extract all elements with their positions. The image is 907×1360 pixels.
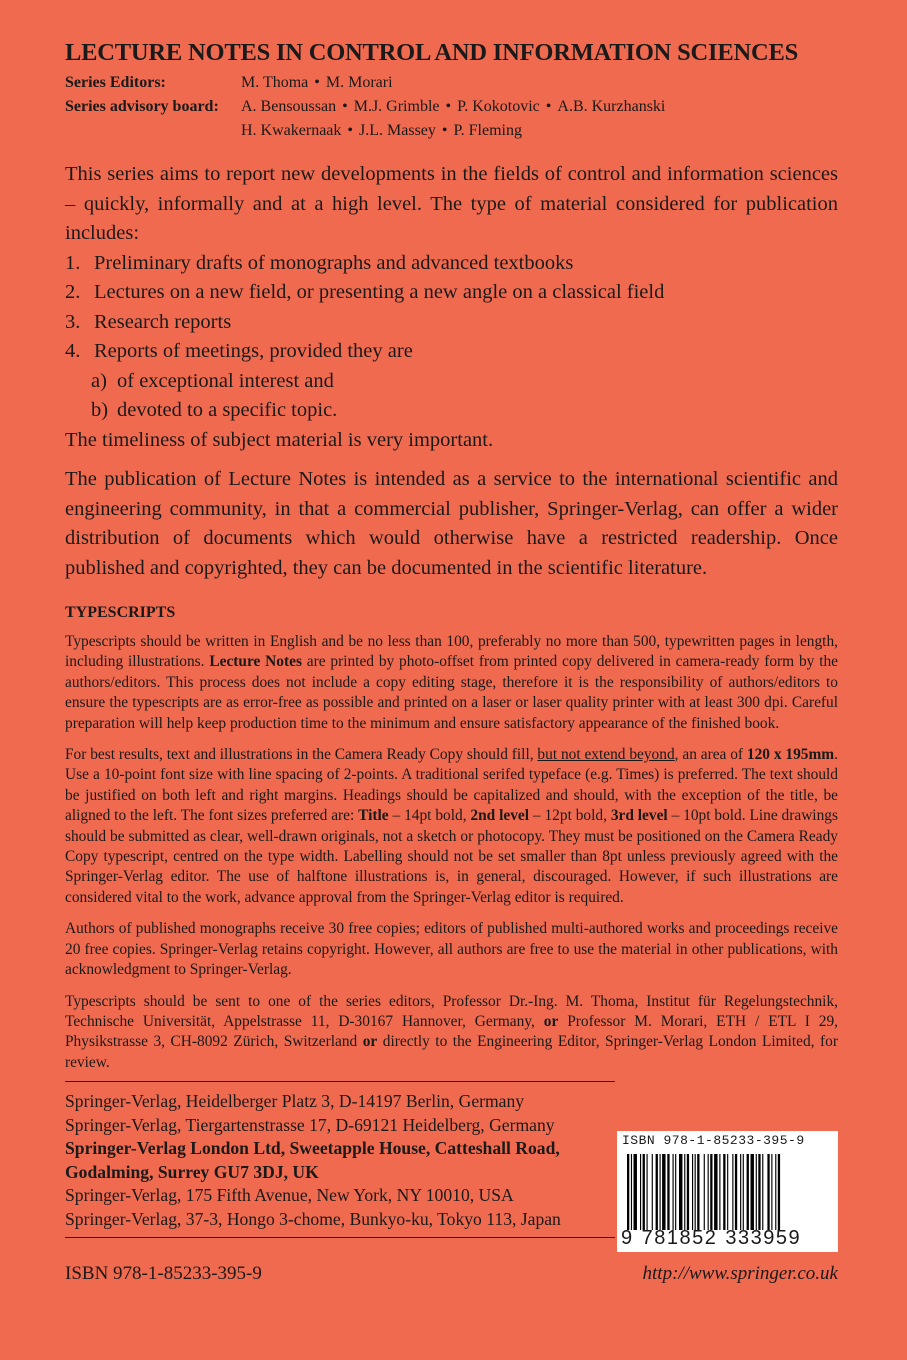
divider <box>65 1081 615 1082</box>
barcode-bar <box>640 1154 641 1230</box>
publisher-url[interactable]: http://www.springer.co.uk <box>642 1263 838 1284</box>
series-title: LECTURE NOTES IN CONTROL AND INFORMATION SCIENCES <box>65 39 799 66</box>
barcode-bar <box>697 1154 699 1230</box>
typescripts-heading: TYPESCRIPTS <box>65 604 176 621</box>
footer <box>65 1263 838 1285</box>
barcode-bar <box>775 1154 776 1230</box>
list-item: 1. Preliminary drafts of monographs and advanced textbooks <box>65 251 574 274</box>
barcode-digits: 9 781852 333959 <box>621 1227 802 1249</box>
barcode-bar <box>667 1154 669 1230</box>
barcode-bar <box>762 1154 763 1230</box>
address-line: Springer-Verlag, Tiergartenstrasse 17, D-69121 Heidelberg, Germany <box>65 1114 555 1135</box>
barcode-bar <box>710 1154 712 1230</box>
address-line: Springer-Verlag London Ltd, Sweetapple House, Catteshall Road, <box>65 1138 560 1159</box>
publisher-addresses <box>65 1090 625 1231</box>
barcode-bar <box>771 1154 772 1230</box>
barcode-bar <box>662 1154 665 1230</box>
advisory-board-label: Series advisory board: <box>65 98 219 115</box>
editors-block <box>65 71 838 143</box>
barcode-bar <box>719 1154 720 1230</box>
barcode-bar <box>747 1154 749 1230</box>
address-line: Springer-Verlag, 37-3, Hongo 3-chome, Bunkyo-ku, Tokyo 113, Japan <box>65 1208 561 1229</box>
list-item: a) of exceptional interest and <box>91 369 334 392</box>
barcode-bar <box>756 1154 757 1230</box>
barcode-bar <box>751 1154 754 1230</box>
publication-paragraph: The publication of Lecture Notes is intended as a service to the international scientific and engineering community, in that a commercial publisher, Springer-Verlag, can offer a wider distribution of documents which would otherwise have a restricted readership. Once published and copyrighted, they can be documented in the scientific literature. <box>65 468 838 579</box>
list-item: 3. Research reports <box>65 310 232 333</box>
barcode-bar <box>647 1154 648 1230</box>
barcode-bar <box>723 1154 725 1230</box>
list-item: 4. Reports of meetings, provided they are <box>65 340 413 362</box>
typescripts-paragraph-3: Authors of published monographs receive 30 free copies; editors of published multi-authored works and proceedings receive 20 free copies. Springer-Verlag retains copyright. However, all authors are free to use the material in other publications, with acknowledgment to Springer-Verlag. <box>65 920 838 979</box>
barcode-bar <box>695 1154 696 1230</box>
typescripts-paragraph-4: Typescripts should be sent to one of the series editors, Professor Dr.-Ing. M. Thoma, Institut für Regelungstechnik, Technische Universität, Appelstrasse 11, D-30167 Hannover, Germany, or Professor M. Morari, ETH / ETL I 29, Physikstrasse 3, CH-8092 Zürich, Switzerland or directly to the Engineering Editor, Springer-Verlag London Limited, for review. <box>65 992 838 1071</box>
barcode-bar <box>687 1154 689 1230</box>
barcode-bars <box>627 1154 831 1230</box>
barcode-bar <box>656 1154 658 1230</box>
list-item: 2. Lectures on a new field, or presenting a new angle on a classical field <box>65 281 665 303</box>
barcode-bar <box>743 1154 744 1230</box>
barcode-bar <box>767 1154 769 1230</box>
series-editors-label: Series Editors: <box>65 74 166 91</box>
barcode-bar <box>684 1154 685 1230</box>
timeliness-text: The timeliness of subject material is very important. <box>65 428 494 451</box>
barcode-bar <box>778 1154 780 1230</box>
barcode-bar <box>740 1154 741 1230</box>
barcode-bar <box>758 1154 760 1230</box>
barcode-bar <box>652 1154 653 1230</box>
material-list <box>65 249 838 367</box>
advisory-board-names: A. Bensoussan • M.J. Grimble • P. Kokotovic • A.B. Kurzhanski H. Kwakernaak • J.L. Massey • P. Fleming <box>241 98 666 139</box>
barcode-bar <box>627 1154 629 1230</box>
barcode-bar <box>692 1154 693 1230</box>
barcode-bar <box>704 1154 705 1230</box>
typescripts-paragraph-1: Typescripts should be written in English and be no less than 100, preferably no more than 500, typewritten pages in length, including illustrations. Lecture Notes are printed by photo-offset from printed copy delivered in camera-ready form by the authors/editors. This process does not include a copy editing stage, therefore it is the responsibility of authors/editors to ensure the typescripts are as error-free as possible and printed on a laser or laser quality printer with at least 300 dpi. Careful preparation will help keep production time to the minimum and ensure satisfactory appearance of the finished book. <box>65 633 839 732</box>
material-sublist <box>65 367 838 426</box>
typescripts-paragraph-2: For best results, text and illustrations in the Camera Ready Copy should fill, but not extend beyond, an area of 120 x 195mm. Use a 10-point font size with line spacing of 2-points. A traditional serifed typeface (e.g. Times) is preferred. The text should be justified on both left and right margins. Headings should be capitalized and should, with the exception of the title, be aligned to the left. The font sizes preferred are: Title – 14pt bold, 2nd level – 12pt bold, 3rd level – 10pt bold. Line drawings should be submitted as clear, well-drawn originals, not a sketch or photocopy. They must be positioned on the Camera Ready Copy typescript, centred on the type width. Labelling should not be set smaller than 8pt unless previously agreed with the Springer-Verlag editor. The use of halftone illustrations is, in general, discouraged. However, if such illustrations are considered vital to the work, advance approval from the Springer-Verlag editor is required. <box>65 746 838 906</box>
barcode-bar <box>673 1154 674 1230</box>
list-item: b) devoted to a specific topic. <box>91 399 338 421</box>
barcode-bar <box>679 1154 682 1230</box>
series-editors-names: M. Thoma • M. Morari <box>241 74 393 91</box>
barcode-bar <box>643 1154 645 1230</box>
barcode-bar <box>634 1154 637 1230</box>
barcode-bar <box>714 1154 717 1230</box>
barcode-bar <box>675 1154 676 1230</box>
barcode-isbn-label: ISBN 978-1-85233-395-9 <box>622 1133 805 1148</box>
barcode-bar <box>727 1154 728 1230</box>
advisory-board-row <box>65 95 838 143</box>
barcode-bar <box>732 1154 733 1230</box>
barcode-bar <box>631 1154 632 1230</box>
barcode <box>617 1131 838 1252</box>
barcode-bar <box>660 1154 661 1230</box>
series-editors-row <box>65 71 838 95</box>
address-line: Springer-Verlag, 175 Fifth Avenue, New York, NY 10010, USA <box>65 1185 514 1206</box>
divider <box>65 1237 615 1238</box>
address-line: Springer-Verlag, Heidelberger Platz 3, D-14197 Berlin, Germany <box>65 1091 525 1112</box>
address-line: Godalming, Surrey GU7 3DJ, UK <box>65 1161 319 1182</box>
typescripts-section <box>65 632 838 1073</box>
back-cover <box>65 38 838 1238</box>
intro-section <box>65 160 838 583</box>
barcode-bar <box>735 1154 737 1230</box>
barcode-bar <box>708 1154 709 1230</box>
intro-paragraph: This series aims to report new developments in the fields of control and information sciences – quickly, informally and at a high level. The type of material considered for publication includes: <box>65 163 838 244</box>
footer-isbn: ISBN 978-1-85233-395-9 <box>65 1263 262 1284</box>
